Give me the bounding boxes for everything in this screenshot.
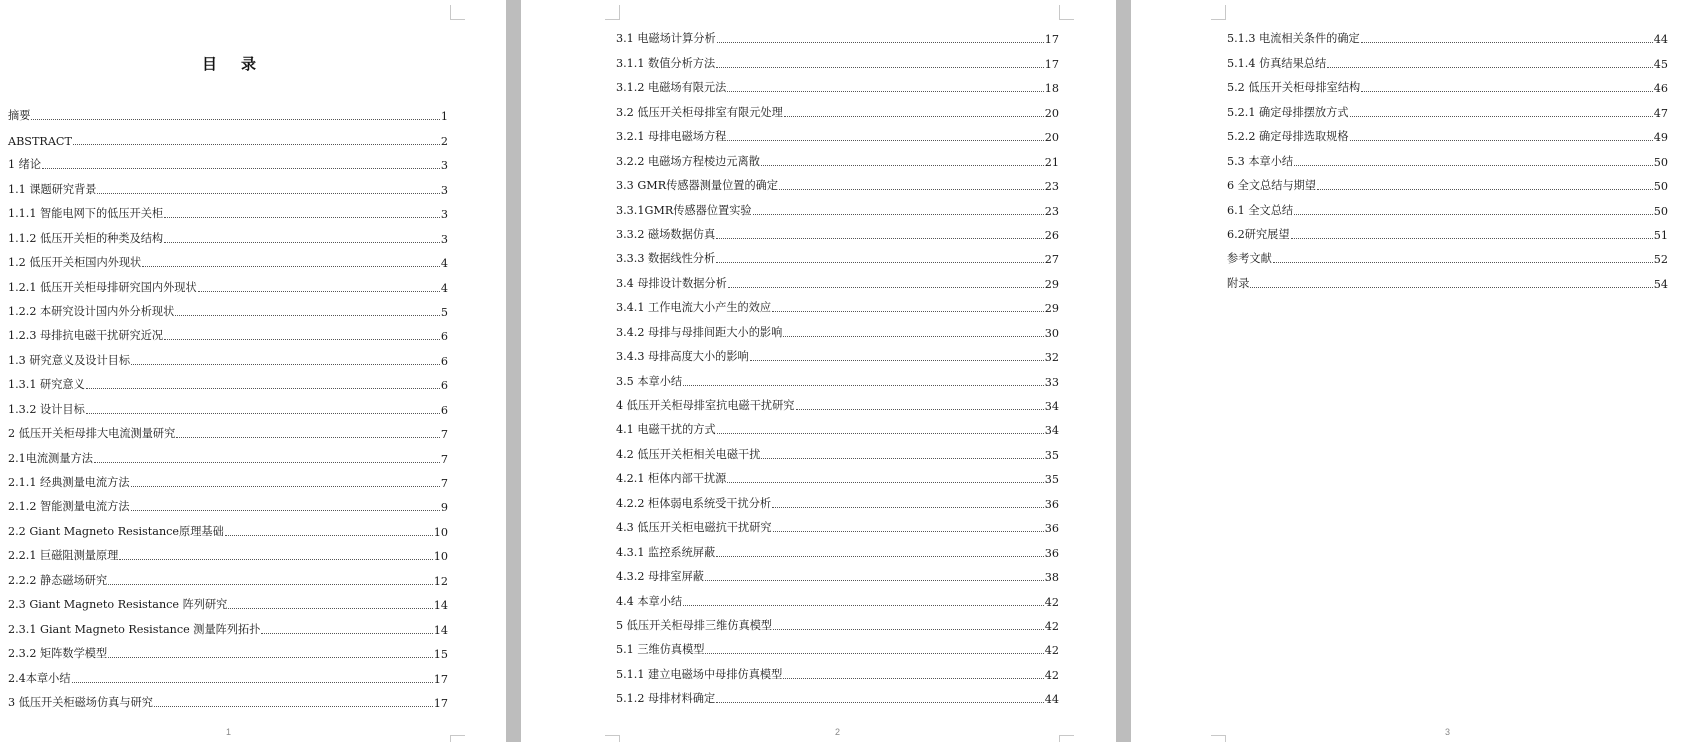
toc-title [0, 53, 460, 74]
toc-entry-label: 4.2.2 柜体弱电系统受干扰分析 [616, 496, 772, 510]
toc-entry-label: 2.3 Giant Magneto Resistance 阵列研究 [8, 598, 228, 612]
toc-entry[interactable] [1227, 218, 1668, 242]
toc-entry-page-number: 50 [1653, 180, 1668, 194]
toc-entry[interactable] [8, 612, 448, 636]
toc-dot-leader [761, 458, 1043, 459]
toc-entry-page-number: 42 [1044, 644, 1059, 658]
toc-entry-label: 6 全文总结与期望 [1227, 179, 1316, 193]
toc-dot-leader [131, 510, 440, 511]
toc-entry-page-number: 42 [1044, 595, 1059, 609]
toc-entry[interactable] [616, 242, 1059, 266]
toc-entry-page-number: 17 [1044, 57, 1059, 71]
toc-entry-page-number: 6 [440, 354, 448, 368]
toc-entry-page-number: 42 [1044, 668, 1059, 682]
toc-entry-page-number: 32 [1044, 351, 1059, 365]
toc-entry[interactable] [8, 270, 448, 294]
toc-entry[interactable] [8, 197, 448, 221]
toc-entry-page-number: 17 [433, 672, 448, 686]
toc-entry-page-number: 14 [433, 623, 448, 637]
toc-entry-page-number: 3 [440, 159, 448, 173]
toc-dot-leader [1361, 91, 1653, 92]
toc-entry[interactable] [616, 315, 1059, 339]
toc-dot-leader [142, 266, 440, 267]
toc-entry-label: 3.4 母排设计数据分析 [616, 276, 727, 290]
toc-dot-leader [31, 119, 439, 120]
toc-entry-label: 1.1.1 智能电网下的低压开关柜 [8, 207, 164, 221]
toc-entry-page-number: 3 [440, 183, 448, 197]
toc-entry-page-number: 23 [1044, 180, 1059, 194]
toc-entry-page-number: 34 [1044, 400, 1059, 413]
toc-dot-leader [773, 531, 1044, 532]
toc-entry-page-number: 23 [1044, 204, 1059, 218]
toc-entry[interactable] [616, 46, 1059, 70]
toc-dot-leader [761, 165, 1044, 166]
toc-entry-page-number: 4 [440, 257, 448, 271]
toc-dot-leader [750, 360, 1044, 361]
toc-dot-leader [72, 682, 433, 683]
toc-entry-label: 3.4.1 工作电流大小产生的效应 [616, 301, 772, 315]
toc-entry-label: 5.2 低压开关柜母排室结构 [1227, 81, 1361, 95]
toc-dot-leader [705, 653, 1043, 654]
toc-dot-leader [164, 242, 440, 243]
toc-entry[interactable] [8, 539, 448, 563]
toc-entry-page-number: 29 [1044, 277, 1059, 291]
toc-entry-label: 2.1.1 经典测量电流方法 [8, 476, 130, 489]
toc-entry-label: 3.4.3 母排高度大小的影响 [616, 350, 749, 364]
toc-entry-page-number: 50 [1653, 155, 1668, 169]
toc-entry-label: 2.3.1 Giant Magneto Resistance 测量阵列拓扑 [8, 622, 261, 636]
toc-entry-label: 2.2.2 静态磁场研究 [8, 573, 108, 587]
page-number: 1 [226, 727, 232, 737]
toc-entry-label: 5.2.2 确定母排选取规格 [1227, 130, 1349, 144]
toc-entry-label: 5.3 本章小结 [1227, 154, 1294, 168]
toc-entry-page-number: 21 [1044, 155, 1059, 169]
toc-entry[interactable] [616, 584, 1059, 608]
toc-entry[interactable] [8, 343, 448, 367]
toc-entry-page-number: 3 [440, 232, 448, 246]
toc-entry-page-number: 10 [433, 525, 448, 539]
toc-entry-label: 1.2.3 母排抗电磁干扰研究近况 [8, 329, 164, 343]
toc-dot-leader [86, 388, 440, 389]
toc-entry-page-number: 44 [1653, 33, 1668, 47]
toc-entry-page-number: 2 [440, 134, 448, 148]
toc-entry-label: 2.4本章小结 [8, 671, 71, 685]
toc-entry-label: 5.1 三维仿真模型 [616, 643, 705, 657]
toc-entry[interactable] [616, 266, 1059, 290]
toc-entry-label: 3.3.2 磁场数据仿真 [616, 227, 716, 241]
crop-mark [1059, 5, 1074, 20]
toc-entry-label: 1.2.2 本研究设计国内外分析现状 [8, 304, 175, 318]
toc-entry-label: 3.3.3 数据线性分析 [616, 252, 716, 266]
toc-dot-leader [783, 336, 1043, 337]
toc-entry-label: 3.5 本章小结 [616, 374, 683, 388]
toc-entry-page-number: 5 [440, 305, 448, 319]
toc-dot-leader [1350, 140, 1653, 141]
document-page-2 [521, 0, 1116, 742]
toc-entry-page-number: 52 [1653, 253, 1668, 267]
toc-entry[interactable] [616, 144, 1059, 168]
toc-entry[interactable] [1227, 193, 1668, 217]
toc-entry[interactable] [8, 172, 448, 196]
toc-entry-label: 附录 [1227, 276, 1250, 290]
toc-entry-page-number: 49 [1653, 131, 1668, 145]
toc-entry-page-number: 17 [433, 696, 448, 710]
toc-entry[interactable] [616, 560, 1059, 584]
toc-entry-page-number: 7 [440, 428, 448, 442]
toc-entry-label: 3.2.2 电磁场方程棱边元离散 [616, 154, 760, 168]
toc-entry[interactable] [1227, 71, 1668, 95]
toc-entry[interactable] [616, 193, 1059, 217]
toc-entry[interactable] [8, 295, 448, 319]
toc-entry[interactable] [1227, 120, 1668, 144]
page-gap [1116, 0, 1131, 742]
page-number: 2 [835, 727, 841, 737]
page-gap [506, 0, 521, 742]
toc-dot-leader [73, 144, 440, 145]
toc-entry-page-number: 35 [1044, 448, 1059, 462]
toc-entry-page-number: 6 [440, 379, 448, 393]
crop-mark [1059, 735, 1074, 742]
toc-entry-label: 3.2 低压开关柜母排室有限元处理 [616, 105, 783, 119]
toc-entry-page-number: 44 [1044, 693, 1059, 707]
toc-entry[interactable] [8, 123, 448, 147]
toc-dot-leader [772, 311, 1044, 312]
toc-entry[interactable] [8, 514, 448, 538]
toc-entry[interactable] [616, 609, 1059, 633]
toc-entry-label: 5.1.4 仿真结果总结 [1227, 56, 1327, 70]
toc-entry-page-number: 9 [440, 501, 448, 515]
toc-entry-label: 4.3.2 母排室屏蔽 [616, 570, 704, 584]
toc-dot-leader [716, 67, 1044, 68]
toc-dot-leader [131, 364, 440, 365]
toc-dot-leader [784, 116, 1044, 117]
toc-entry-page-number: 7 [440, 477, 448, 490]
toc-dot-leader [773, 629, 1044, 630]
toc-entry-label: 3.1 电磁场计算分析 [616, 32, 716, 46]
toc-entry-page-number: 51 [1653, 228, 1668, 242]
toc-dot-leader [42, 168, 440, 169]
toc-entry-label: 1.2.1 低压开关柜母排研究国内外现状 [8, 280, 197, 294]
toc-entry[interactable] [8, 368, 448, 392]
toc-entry-page-number: 47 [1653, 106, 1668, 120]
toc-dot-leader [727, 140, 1043, 141]
toc-entry[interactable] [616, 486, 1059, 510]
toc-dot-leader [1294, 214, 1653, 215]
toc-entry[interactable] [616, 71, 1059, 95]
toc-entry[interactable] [8, 686, 448, 710]
toc-entry-page-number: 36 [1044, 546, 1059, 560]
toc-dot-leader [728, 287, 1044, 288]
crop-mark [605, 735, 620, 742]
toc-entry[interactable] [616, 364, 1059, 388]
crop-mark [1211, 735, 1226, 742]
toc-dot-leader [772, 507, 1044, 508]
toc-dot-leader [1250, 287, 1652, 288]
toc-dot-leader [716, 702, 1044, 703]
crop-mark [450, 735, 465, 742]
crop-mark [605, 5, 620, 20]
document-page-3 [1131, 0, 1681, 742]
toc-dot-leader [225, 535, 433, 536]
toc-entry-page-number: 6 [440, 403, 448, 417]
toc-entry-label: 1.1.2 低压开关柜的种类及结构 [8, 231, 164, 245]
toc-entry-label: 3.4.2 母排与母排间距大小的影响 [616, 325, 783, 339]
toc-entry-page-number: 54 [1653, 277, 1668, 291]
toc-entry[interactable] [616, 291, 1059, 315]
toc-entry[interactable] [616, 340, 1059, 364]
toc-entry-label: 6.2研究展望 [1227, 227, 1290, 241]
toc-dot-leader [727, 91, 1043, 92]
toc-entry-label: 2.2 Giant Magneto Resistance原理基础 [8, 524, 224, 538]
toc-entry-page-number: 36 [1044, 522, 1059, 536]
toc-entry-page-number: 35 [1044, 473, 1059, 487]
toc-entry[interactable] [616, 169, 1059, 193]
toc-entry-label: 3.1.2 电磁场有限元法 [616, 81, 727, 95]
toc-entry-label: 4 低压开关柜母排室抗电磁干扰研究 [616, 399, 795, 412]
toc-entry[interactable] [8, 441, 448, 465]
toc-entry[interactable] [8, 319, 448, 343]
toc-entry-page-number: 50 [1653, 204, 1668, 218]
toc-dot-leader [228, 608, 432, 609]
toc-entry-page-number: 3 [440, 208, 448, 222]
toc-entry[interactable] [8, 417, 448, 441]
toc-entry-label: 4.4 本章小结 [616, 594, 683, 608]
toc-entry-page-number: 20 [1044, 106, 1059, 120]
toc-entry-label: 3.3.1GMR传感器位置实验 [616, 203, 752, 217]
toc-entry-label: 5.2.1 确定母排摆放方式 [1227, 105, 1349, 119]
toc-dot-leader [261, 633, 432, 634]
toc-dot-leader [705, 580, 1044, 581]
toc-dot-leader [1273, 262, 1653, 263]
toc-dot-leader [154, 706, 433, 707]
toc-entry-page-number: 20 [1044, 131, 1059, 145]
toc-entry-label: 5.1.2 母排材料确定 [616, 692, 716, 706]
toc-dot-leader [1291, 238, 1653, 239]
toc-entry[interactable] [616, 413, 1059, 437]
toc-entry[interactable] [8, 221, 448, 245]
toc-entry-page-number: 1 [440, 110, 448, 124]
toc-entry-label: 3.3 GMR传感器测量位置的确定 [616, 179, 779, 193]
toc-entry-label: 2 低压开关柜母排大电流测量研究 [8, 427, 176, 441]
toc-dot-leader [1327, 67, 1653, 68]
toc-entry-page-number: 34 [1044, 424, 1059, 438]
toc-entry-label: 4.3.1 监控系统屏蔽 [616, 545, 716, 559]
toc-dot-leader [108, 657, 433, 658]
toc-entry-page-number: 33 [1044, 375, 1059, 389]
toc-entry-page-number: 7 [440, 452, 448, 466]
toc-dot-leader [779, 189, 1044, 190]
toc-entry-page-number: 12 [433, 574, 448, 588]
toc-entry-page-number: 18 [1044, 82, 1059, 96]
toc-entry-page-number: 14 [433, 599, 448, 613]
toc-entry[interactable] [616, 218, 1059, 242]
toc-entry-label: 1.3.1 研究意义 [8, 378, 85, 392]
toc-title-char: 目 [201, 55, 219, 73]
toc-dot-leader [175, 315, 440, 316]
toc-entry[interactable] [616, 633, 1059, 657]
toc-entry-page-number: 27 [1044, 253, 1059, 267]
toc-dot-leader [86, 413, 440, 414]
toc-entry[interactable] [1227, 266, 1668, 290]
toc-entry-label: 4.1 电磁干扰的方式 [616, 423, 716, 437]
toc-entry[interactable] [8, 392, 448, 416]
toc-entry[interactable] [616, 437, 1059, 461]
toc-entry-label: 1.3 研究意义及设计目标 [8, 353, 131, 367]
toc-dot-leader [198, 291, 440, 292]
toc-dot-leader [176, 437, 440, 438]
toc-entry-label: 3.2.1 母排电磁场方程 [616, 130, 727, 144]
toc-dot-leader [1361, 42, 1653, 43]
toc-entry[interactable] [616, 389, 1059, 413]
toc-entry[interactable] [8, 661, 448, 685]
toc-entry-label: 5.1.1 建立电磁场中母排仿真模型 [616, 667, 783, 681]
toc-dot-leader [716, 556, 1044, 557]
toc-entry-label: ABSTRACT [8, 134, 72, 148]
toc-entry-label: 1.3.2 设计目标 [8, 402, 85, 416]
toc-entry-label: 5 低压开关柜母排三维仿真模型 [616, 618, 773, 632]
toc-entry-label: 2.1电流测量方法 [8, 451, 93, 465]
toc-dot-leader [717, 42, 1044, 43]
toc-entry[interactable] [616, 535, 1059, 559]
toc-entry-page-number: 29 [1044, 302, 1059, 316]
toc-entry-page-number: 17 [1044, 33, 1059, 47]
toc-title-char: 录 [241, 55, 259, 73]
toc-entry[interactable] [616, 120, 1059, 144]
toc-entry[interactable] [8, 588, 448, 612]
toc-entry-label: 1.1 课题研究背景 [8, 182, 97, 196]
toc-entry-label: 参考文献 [1227, 252, 1272, 266]
toc-entry-page-number: 15 [433, 648, 448, 662]
document-page-1 [0, 0, 506, 742]
toc-dot-leader [796, 409, 1044, 410]
toc-dot-leader [716, 262, 1044, 263]
toc-entry[interactable] [1227, 144, 1668, 168]
toc-entry-page-number: 4 [440, 281, 448, 295]
toc-entry-page-number: 30 [1044, 326, 1059, 340]
toc-entry[interactable] [616, 511, 1059, 535]
toc-entry-label: 1 绪论 [8, 158, 42, 172]
toc-entry[interactable] [8, 637, 448, 661]
crop-mark [450, 5, 465, 20]
toc-dot-leader [716, 238, 1044, 239]
toc-entry[interactable] [8, 490, 448, 514]
toc-entry-page-number: 45 [1653, 57, 1668, 71]
toc-entry[interactable] [616, 682, 1059, 706]
toc-list [616, 22, 1059, 706]
toc-dot-leader [717, 433, 1044, 434]
toc-entry-label: 6.1 全文总结 [1227, 203, 1294, 217]
page-number: 3 [1445, 727, 1451, 737]
toc-entry-page-number: 46 [1653, 82, 1668, 96]
toc-entry[interactable] [8, 99, 448, 123]
toc-entry[interactable] [8, 148, 448, 172]
toc-dot-leader [683, 605, 1044, 606]
toc-dot-leader [164, 339, 440, 340]
toc-entry-label: 摘要 [8, 109, 31, 123]
toc-dot-leader [727, 482, 1043, 483]
toc-entry-page-number: 26 [1044, 228, 1059, 242]
toc-entry[interactable] [616, 657, 1059, 681]
crop-mark [1211, 5, 1226, 20]
toc-entry[interactable] [8, 246, 448, 270]
toc-entry-label: 4.2 低压开关柜相关电磁干扰 [616, 447, 761, 461]
toc-entry[interactable] [1227, 242, 1668, 266]
toc-entry-page-number: 38 [1044, 571, 1059, 585]
toc-entry-label: 2.2.1 巨磁阻测量原理 [8, 549, 119, 563]
toc-entry[interactable] [8, 466, 448, 490]
toc-list [8, 99, 448, 710]
toc-entry[interactable] [1227, 22, 1668, 46]
toc-dot-leader [1317, 189, 1653, 190]
toc-dot-leader [119, 559, 432, 560]
toc-entry-label: 4.3 低压开关柜电磁抗干扰研究 [616, 521, 772, 535]
toc-entry-label: 2.1.2 智能测量电流方法 [8, 500, 130, 514]
toc-entry-page-number: 10 [433, 550, 448, 564]
toc-dot-leader [1350, 116, 1653, 117]
toc-dot-leader [783, 678, 1043, 679]
toc-entry[interactable] [616, 22, 1059, 46]
toc-entry-label: 5.1.3 电流相关条件的确定 [1227, 32, 1360, 46]
toc-entry[interactable] [1227, 169, 1668, 193]
toc-dot-leader [97, 193, 439, 194]
toc-dot-leader [108, 584, 433, 585]
toc-entry-page-number: 6 [440, 330, 448, 344]
toc-entry[interactable] [1227, 95, 1668, 119]
toc-dot-leader [94, 462, 440, 463]
toc-entry[interactable] [616, 462, 1059, 486]
toc-entry-label: 1.2 低压开关柜国内外现状 [8, 256, 142, 270]
toc-entry-label: 3 低压开关柜磁场仿真与研究 [8, 695, 153, 709]
toc-dot-leader [683, 385, 1044, 386]
toc-entry[interactable] [8, 563, 448, 587]
toc-entry[interactable] [1227, 46, 1668, 70]
toc-entry-page-number: 36 [1044, 497, 1059, 511]
toc-entry-label: 3.1.1 数值分析方法 [616, 56, 716, 70]
toc-entry-label: 2.3.2 矩阵数学模型 [8, 647, 108, 661]
toc-entry-label: 4.2.1 柜体内部干扰源 [616, 472, 727, 486]
toc-dot-leader [1294, 165, 1653, 166]
toc-list [1227, 22, 1668, 291]
toc-dot-leader [131, 486, 440, 487]
toc-dot-leader [753, 214, 1044, 215]
toc-entry[interactable] [616, 95, 1059, 119]
toc-dot-leader [164, 217, 440, 218]
toc-entry-page-number: 42 [1044, 619, 1059, 633]
